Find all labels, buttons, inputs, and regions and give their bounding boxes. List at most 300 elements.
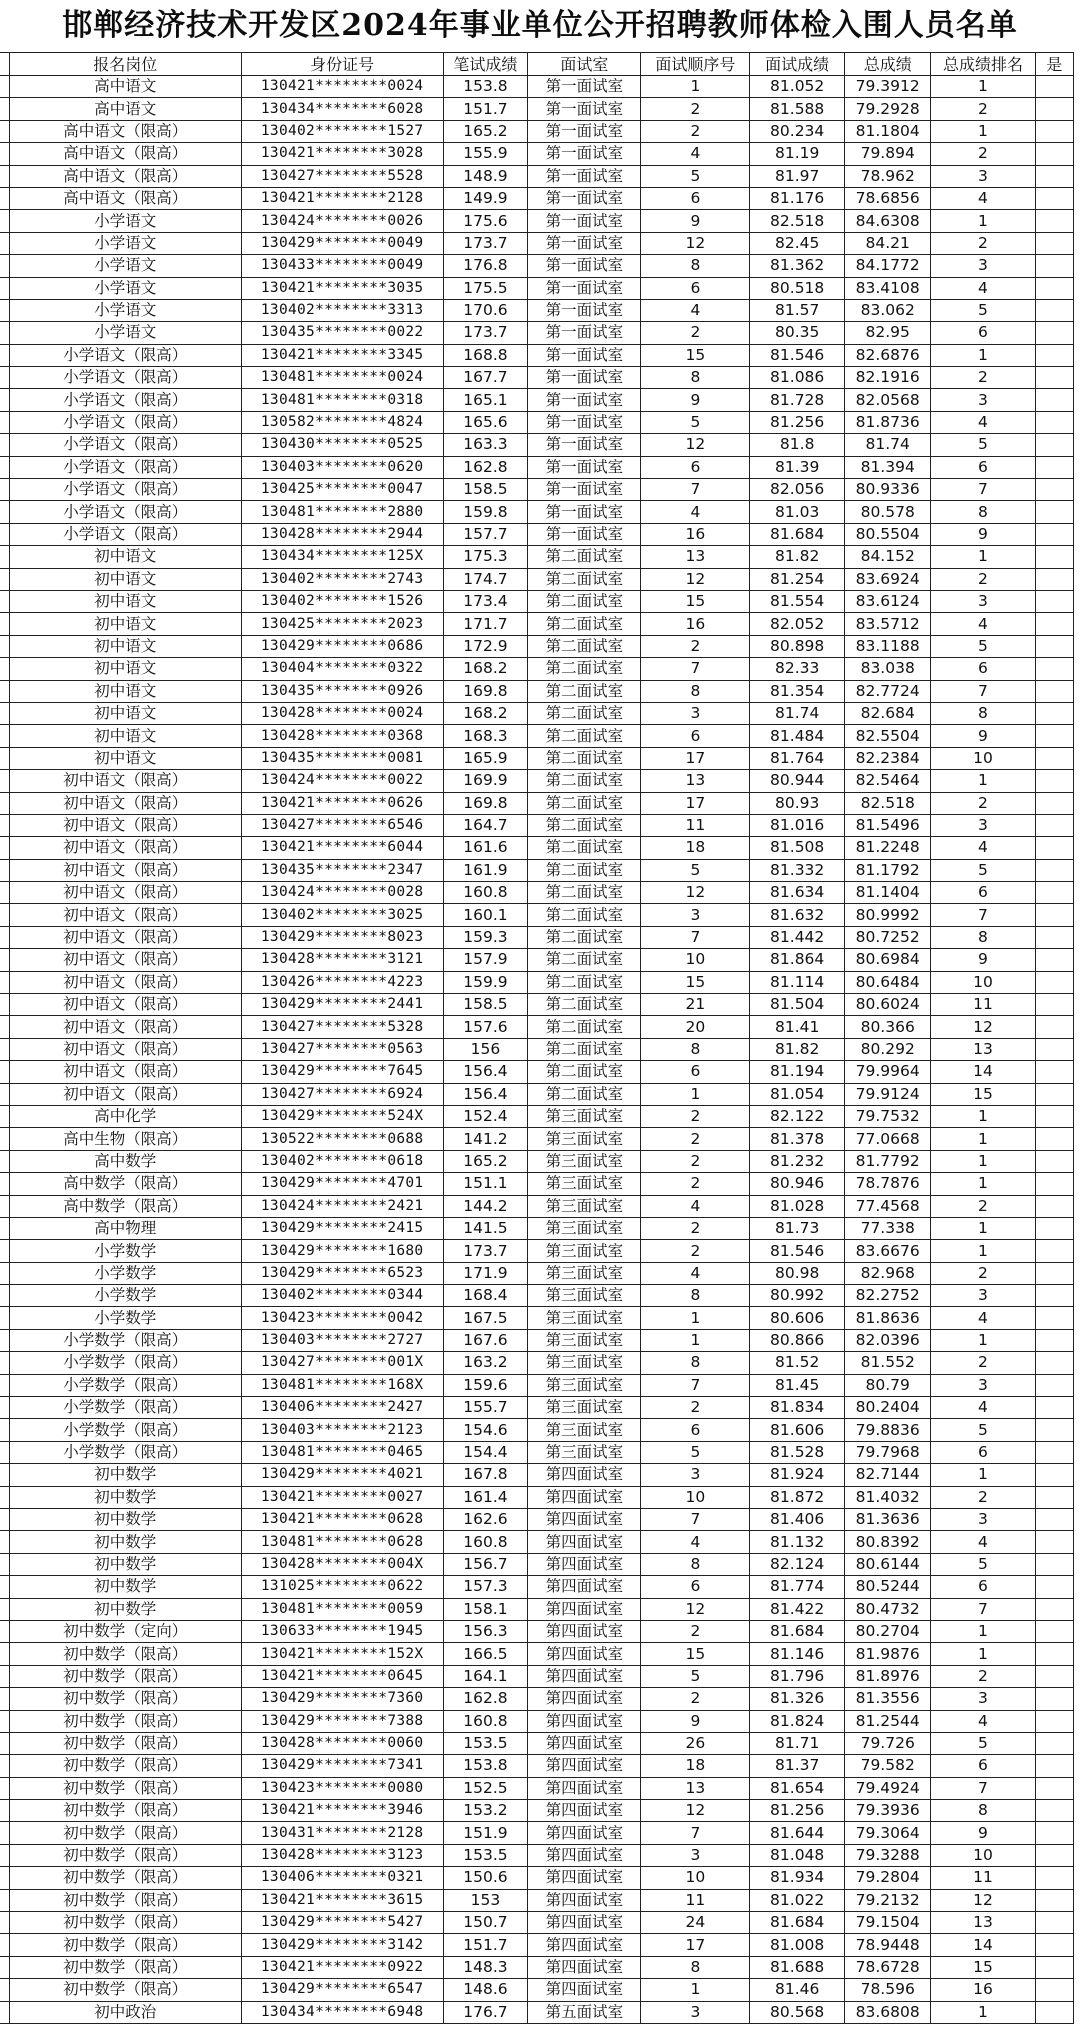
- cell-total-score: 83.1188: [845, 635, 931, 657]
- cell-interview-order: 26: [641, 1732, 750, 1754]
- cell-interview-score: 80.93: [750, 792, 845, 814]
- row-margin-cell: [0, 725, 9, 747]
- table-row: [0, 98, 1074, 120]
- cell-written-score: 153.5: [443, 1732, 527, 1754]
- cell-total-score: 79.7532: [845, 1105, 931, 1127]
- cell-interview-score: 80.518: [750, 277, 845, 299]
- row-margin-cell: [0, 299, 9, 321]
- cell-total-score: 82.95: [845, 322, 931, 344]
- table-row: [0, 1240, 1074, 1262]
- cell-id-number: 130421********6044: [241, 837, 443, 859]
- row-extra-cell: [1035, 1352, 1073, 1374]
- table-row: [0, 613, 1074, 635]
- cell-total-rank: 14: [931, 1934, 1035, 1956]
- cell-total-rank: 2: [931, 568, 1035, 590]
- cell-total-rank: 2: [931, 98, 1035, 120]
- cell-interview-room: 第二面试室: [528, 702, 641, 724]
- cell-total-score: 78.7876: [845, 1173, 931, 1195]
- cell-interview-room: 第二面试室: [528, 680, 641, 702]
- row-extra-cell: [1035, 1956, 1073, 1978]
- cell-written-score: 164.7: [443, 814, 527, 836]
- cell-interview-score: 81.554: [750, 590, 845, 612]
- cell-interview-order: 1: [641, 76, 750, 98]
- row-extra-cell: [1035, 546, 1073, 568]
- row-extra-cell: [1035, 1665, 1073, 1687]
- row-extra-cell: [1035, 210, 1073, 232]
- row-margin-cell: [0, 1038, 9, 1060]
- cell-total-rank: 9: [931, 949, 1035, 971]
- cell-interview-order: 7: [641, 658, 750, 680]
- cell-position: 初中语文: [9, 546, 241, 568]
- cell-total-rank: 12: [931, 1016, 1035, 1038]
- cell-position: 初中数学: [9, 1464, 241, 1486]
- cell-position: 高中物理: [9, 1217, 241, 1239]
- row-margin-cell: [0, 76, 9, 98]
- cell-position: 高中数学: [9, 1150, 241, 1172]
- cell-interview-room: 第二面试室: [528, 971, 641, 993]
- cell-total-score: 80.9336: [845, 479, 931, 501]
- table-row: [0, 747, 1074, 769]
- cell-total-score: 83.062: [845, 299, 931, 321]
- cell-total-score: 80.79: [845, 1374, 931, 1396]
- table-row: [0, 859, 1074, 881]
- cell-written-score: 157.9: [443, 949, 527, 971]
- cell-interview-order: 5: [641, 411, 750, 433]
- cell-total-score: 79.3936: [845, 1800, 931, 1822]
- table-row: [0, 1576, 1074, 1598]
- cell-interview-order: 8: [641, 1553, 750, 1575]
- row-margin-cell: [0, 255, 9, 277]
- row-margin-cell: [0, 747, 9, 769]
- cell-interview-room: 第四面试室: [528, 1486, 641, 1508]
- cell-interview-score: 81.232: [750, 1150, 845, 1172]
- row-margin-cell: [0, 1598, 9, 1620]
- table-row: [0, 1195, 1074, 1217]
- cell-interview-score: 80.234: [750, 120, 845, 142]
- table-row: [0, 814, 1074, 836]
- cell-interview-order: 12: [641, 1800, 750, 1822]
- cell-position: 初中数学（限高）: [9, 1867, 241, 1889]
- row-extra-cell: [1035, 725, 1073, 747]
- cell-interview-room: 第一面试室: [528, 344, 641, 366]
- cell-written-score: 159.3: [443, 926, 527, 948]
- cell-position: 初中数学（限高）: [9, 1934, 241, 1956]
- cell-total-score: 81.8736: [845, 411, 931, 433]
- cell-interview-room: 第三面试室: [528, 1307, 641, 1329]
- cell-total-rank: 10: [931, 747, 1035, 769]
- cell-interview-room: 第二面试室: [528, 949, 641, 971]
- cell-total-score: 82.518: [845, 792, 931, 814]
- table-row: [0, 255, 1074, 277]
- table-row: [0, 232, 1074, 254]
- row-extra-cell: [1035, 277, 1073, 299]
- table-row: [0, 1173, 1074, 1195]
- cell-total-score: 80.366: [845, 1016, 931, 1038]
- cell-total-rank: 1: [931, 1643, 1035, 1665]
- cell-position: 高中化学: [9, 1105, 241, 1127]
- cell-written-score: 155.9: [443, 143, 527, 165]
- row-margin-cell: [0, 1016, 9, 1038]
- cell-interview-score: 81.684: [750, 523, 845, 545]
- cell-interview-order: 12: [641, 1598, 750, 1620]
- cell-position: 初中语文（限高）: [9, 792, 241, 814]
- cell-id-number: 130421********2128: [241, 187, 443, 209]
- cell-interview-order: 15: [641, 590, 750, 612]
- cell-position: 小学数学: [9, 1285, 241, 1307]
- row-margin-cell: [0, 971, 9, 993]
- cell-id-number: 130429********6547: [241, 1979, 443, 2001]
- cell-total-rank: 7: [931, 680, 1035, 702]
- cell-position: 小学数学（限高）: [9, 1441, 241, 1463]
- cell-position: 初中数学（限高）: [9, 1889, 241, 1911]
- cell-interview-order: 7: [641, 1374, 750, 1396]
- table-row: [0, 1688, 1074, 1710]
- cell-id-number: 130425********0047: [241, 479, 443, 501]
- cell-total-score: 78.9448: [845, 1934, 931, 1956]
- cell-interview-room: 第一面试室: [528, 367, 641, 389]
- cell-interview-room: 第二面试室: [528, 882, 641, 904]
- row-extra-cell: [1035, 658, 1073, 680]
- cell-interview-score: 82.518: [750, 210, 845, 232]
- cell-interview-room: 第二面试室: [528, 546, 641, 568]
- cell-id-number: 130421********3035: [241, 277, 443, 299]
- cell-id-number: 130481********0024: [241, 367, 443, 389]
- cell-interview-room: 第二面试室: [528, 658, 641, 680]
- cell-interview-room: 第四面试室: [528, 1732, 641, 1754]
- cell-total-rank: 8: [931, 702, 1035, 724]
- cell-total-rank: 15: [931, 1956, 1035, 1978]
- cell-interview-order: 8: [641, 1038, 750, 1060]
- cell-interview-score: 81.71: [750, 1732, 845, 1754]
- cell-id-number: 130481********0628: [241, 1531, 443, 1553]
- row-margin-cell: [0, 120, 9, 142]
- cell-total-rank: 2: [931, 232, 1035, 254]
- table-body: [0, 76, 1074, 2024]
- row-extra-cell: [1035, 1576, 1073, 1598]
- cell-written-score: 165.2: [443, 120, 527, 142]
- table-row: [0, 1665, 1074, 1687]
- cell-interview-room: 第一面试室: [528, 523, 641, 545]
- candidate-table: [0, 52, 1074, 2024]
- cell-id-number: 130423********0042: [241, 1307, 443, 1329]
- cell-written-score: 168.2: [443, 658, 527, 680]
- cell-total-score: 81.74: [845, 434, 931, 456]
- cell-position: 小学数学（限高）: [9, 1419, 241, 1441]
- cell-written-score: 161.4: [443, 1486, 527, 1508]
- cell-total-score: 80.4732: [845, 1598, 931, 1620]
- cell-id-number: 130435********0022: [241, 322, 443, 344]
- cell-interview-score: 81.052: [750, 76, 845, 98]
- cell-interview-score: 81.332: [750, 859, 845, 881]
- cell-total-rank: 11: [931, 1867, 1035, 1889]
- cell-written-score: 157.6: [443, 1016, 527, 1038]
- cell-position: 小学语文（限高）: [9, 434, 241, 456]
- cell-interview-room: 第四面试室: [528, 1598, 641, 1620]
- cell-written-score: 157.7: [443, 523, 527, 545]
- cell-written-score: 151.9: [443, 1822, 527, 1844]
- cell-total-rank: 9: [931, 523, 1035, 545]
- cell-written-score: 169.8: [443, 680, 527, 702]
- cell-interview-order: 6: [641, 187, 750, 209]
- cell-total-score: 84.6308: [845, 210, 931, 232]
- cell-interview-order: 9: [641, 389, 750, 411]
- cell-id-number: 130425********2023: [241, 613, 443, 635]
- cell-id-number: 130435********2347: [241, 859, 443, 881]
- row-extra-cell: [1035, 120, 1073, 142]
- table-row: [0, 501, 1074, 523]
- cell-total-rank: 2: [931, 1352, 1035, 1374]
- row-extra-cell: [1035, 1285, 1073, 1307]
- cell-total-rank: 15: [931, 1083, 1035, 1105]
- row-margin-cell: [0, 210, 9, 232]
- cell-interview-order: 8: [641, 367, 750, 389]
- table-row: [0, 1934, 1074, 1956]
- cell-total-score: 82.0568: [845, 389, 931, 411]
- cell-position: 初中语文（限高）: [9, 814, 241, 836]
- cell-interview-score: 81.146: [750, 1643, 845, 1665]
- cell-interview-order: 2: [641, 1217, 750, 1239]
- row-margin-cell: [0, 277, 9, 299]
- cell-position: 初中数学: [9, 1576, 241, 1598]
- cell-total-rank: 6: [931, 882, 1035, 904]
- table-row: [0, 680, 1074, 702]
- row-extra-cell: [1035, 1464, 1073, 1486]
- cell-total-rank: 1: [931, 1329, 1035, 1351]
- cell-id-number: 130429********4021: [241, 1464, 443, 1486]
- cell-interview-score: 80.944: [750, 770, 845, 792]
- cell-interview-score: 81.606: [750, 1419, 845, 1441]
- cell-interview-score: 81.834: [750, 1397, 845, 1419]
- header-cell-id-number: 身份证号: [241, 53, 443, 76]
- cell-interview-order: 11: [641, 814, 750, 836]
- cell-total-score: 81.1804: [845, 120, 931, 142]
- cell-interview-room: 第四面试室: [528, 1643, 641, 1665]
- cell-interview-order: 3: [641, 1844, 750, 1866]
- table-row: [0, 1643, 1074, 1665]
- cell-interview-score: 81.406: [750, 1509, 845, 1531]
- row-margin-cell: [0, 658, 9, 680]
- table-row: [0, 1777, 1074, 1799]
- cell-interview-order: 2: [641, 635, 750, 657]
- row-extra-cell: [1035, 501, 1073, 523]
- cell-written-score: 165.6: [443, 411, 527, 433]
- cell-id-number: 130429********8023: [241, 926, 443, 948]
- row-extra-cell: [1035, 635, 1073, 657]
- cell-position: 高中语文（限高）: [9, 143, 241, 165]
- header-cell-interview-room: 面试室: [528, 53, 641, 76]
- cell-interview-score: 81.114: [750, 971, 845, 993]
- row-extra-cell: [1035, 1061, 1073, 1083]
- table-row: [0, 120, 1074, 142]
- cell-position: 初中数学（限高）: [9, 1777, 241, 1799]
- cell-interview-room: 第四面试室: [528, 1979, 641, 2001]
- cell-position: 高中生物（限高）: [9, 1128, 241, 1150]
- cell-interview-score: 81.796: [750, 1665, 845, 1687]
- cell-id-number: 130429********6523: [241, 1262, 443, 1284]
- cell-total-score: 81.2248: [845, 837, 931, 859]
- cell-total-score: 82.684: [845, 702, 931, 724]
- cell-id-number: 130421********0628: [241, 1509, 443, 1531]
- cell-interview-order: 17: [641, 792, 750, 814]
- cell-position: 初中数学: [9, 1531, 241, 1553]
- row-margin-cell: [0, 1732, 9, 1754]
- cell-interview-room: 第四面试室: [528, 1531, 641, 1553]
- cell-interview-score: 81.256: [750, 411, 845, 433]
- table-row: [0, 367, 1074, 389]
- cell-total-rank: 1: [931, 210, 1035, 232]
- row-margin-cell: [0, 1464, 9, 1486]
- row-margin-cell: [0, 770, 9, 792]
- cell-total-rank: 1: [931, 1128, 1035, 1150]
- cell-interview-room: 第一面试室: [528, 143, 641, 165]
- cell-written-score: 175.3: [443, 546, 527, 568]
- cell-interview-score: 81.048: [750, 1844, 845, 1866]
- cell-position: 初中数学（限高）: [9, 1732, 241, 1754]
- cell-interview-score: 81.19: [750, 143, 845, 165]
- cell-interview-score: 81.362: [750, 255, 845, 277]
- cell-id-number: 130421********3345: [241, 344, 443, 366]
- row-extra-cell: [1035, 1979, 1073, 2001]
- cell-interview-score: 81.176: [750, 187, 845, 209]
- cell-id-number: 130434********125X: [241, 546, 443, 568]
- table-row: [0, 658, 1074, 680]
- cell-interview-score: 81.354: [750, 680, 845, 702]
- cell-id-number: 130435********0081: [241, 747, 443, 769]
- row-extra-cell: [1035, 1867, 1073, 1889]
- cell-interview-order: 18: [641, 1755, 750, 1777]
- cell-total-rank: 2: [931, 143, 1035, 165]
- cell-total-score: 78.962: [845, 165, 931, 187]
- cell-total-score: 79.726: [845, 1732, 931, 1754]
- cell-total-score: 82.5504: [845, 725, 931, 747]
- cell-written-score: 165.2: [443, 1150, 527, 1172]
- cell-position: 初中语文（限高）: [9, 859, 241, 881]
- cell-total-rank: 12: [931, 1889, 1035, 1911]
- table-row: [0, 1979, 1074, 2001]
- cell-id-number: 130429********3142: [241, 1934, 443, 1956]
- cell-interview-order: 8: [641, 680, 750, 702]
- cell-id-number: 130428********0060: [241, 1732, 443, 1754]
- cell-position: 小学数学（限高）: [9, 1329, 241, 1351]
- row-extra-cell: [1035, 1016, 1073, 1038]
- cell-written-score: 160.1: [443, 904, 527, 926]
- row-extra-cell: [1035, 1598, 1073, 1620]
- cell-position: 初中语文（限高）: [9, 1038, 241, 1060]
- cell-position: 初中语文（限高）: [9, 904, 241, 926]
- cell-interview-score: 81.588: [750, 98, 845, 120]
- cell-interview-score: 81.644: [750, 1822, 845, 1844]
- cell-total-score: 81.3556: [845, 1688, 931, 1710]
- cell-interview-room: 第一面试室: [528, 210, 641, 232]
- cell-interview-room: 第二面试室: [528, 1038, 641, 1060]
- cell-position: 初中语文: [9, 568, 241, 590]
- cell-id-number: 130582********4824: [241, 411, 443, 433]
- cell-position: 小学语文: [9, 210, 241, 232]
- cell-id-number: 130429********2415: [241, 1217, 443, 1239]
- row-margin-cell: [0, 2001, 9, 2023]
- cell-written-score: 160.8: [443, 1531, 527, 1553]
- cell-position: 初中数学（限高）: [9, 1912, 241, 1934]
- row-extra-cell: [1035, 322, 1073, 344]
- cell-interview-order: 5: [641, 1441, 750, 1463]
- cell-written-score: 153.2: [443, 1800, 527, 1822]
- table-row: [0, 434, 1074, 456]
- row-margin-cell: [0, 1061, 9, 1083]
- row-margin-cell: [0, 322, 9, 344]
- cell-interview-score: 81.546: [750, 1240, 845, 1262]
- cell-interview-order: 10: [641, 949, 750, 971]
- cell-total-score: 80.2704: [845, 1620, 931, 1642]
- cell-interview-room: 第三面试室: [528, 1285, 641, 1307]
- cell-interview-room: 第一面试室: [528, 255, 641, 277]
- cell-total-score: 79.582: [845, 1755, 931, 1777]
- table-row: [0, 210, 1074, 232]
- cell-position: 小学语文（限高）: [9, 344, 241, 366]
- cell-id-number: 130435********0926: [241, 680, 443, 702]
- cell-total-score: 79.8836: [845, 1419, 931, 1441]
- cell-interview-order: 15: [641, 971, 750, 993]
- row-extra-cell: [1035, 187, 1073, 209]
- cell-id-number: 130426********4223: [241, 971, 443, 993]
- cell-interview-order: 8: [641, 1352, 750, 1374]
- table-row: [0, 76, 1074, 98]
- cell-written-score: 151.1: [443, 1173, 527, 1195]
- cell-total-score: 83.6924: [845, 568, 931, 590]
- cell-total-rank: 7: [931, 1598, 1035, 1620]
- table-row: [0, 1061, 1074, 1083]
- cell-interview-score: 81.546: [750, 344, 845, 366]
- cell-id-number: 130402********0344: [241, 1285, 443, 1307]
- cell-interview-room: 第一面试室: [528, 434, 641, 456]
- cell-position: 小学语文: [9, 232, 241, 254]
- cell-id-number: 130427********6546: [241, 814, 443, 836]
- cell-total-rank: 5: [931, 859, 1035, 881]
- cell-position: 初中数学（限高）: [9, 1710, 241, 1732]
- cell-position: 小学语文: [9, 255, 241, 277]
- cell-interview-order: 9: [641, 1710, 750, 1732]
- cell-interview-score: 81.46: [750, 1979, 845, 2001]
- cell-id-number: 131025********0622: [241, 1576, 443, 1598]
- cell-position: 小学语文（限高）: [9, 479, 241, 501]
- cell-id-number: 130406********2427: [241, 1397, 443, 1419]
- cell-interview-order: 12: [641, 568, 750, 590]
- row-margin-cell: [0, 1150, 9, 1172]
- cell-id-number: 130427********5528: [241, 165, 443, 187]
- row-margin-cell: [0, 411, 9, 433]
- cell-written-score: 167.8: [443, 1464, 527, 1486]
- row-extra-cell: [1035, 792, 1073, 814]
- cell-interview-order: 15: [641, 344, 750, 366]
- cell-total-rank: 3: [931, 1374, 1035, 1396]
- cell-interview-order: 7: [641, 926, 750, 948]
- cell-total-rank: 6: [931, 658, 1035, 680]
- row-extra-cell: [1035, 2001, 1073, 2023]
- cell-interview-order: 13: [641, 546, 750, 568]
- row-extra-cell: [1035, 411, 1073, 433]
- cell-position: 初中数学（限高）: [9, 1800, 241, 1822]
- row-extra-cell: [1035, 994, 1073, 1016]
- row-extra-cell: [1035, 1800, 1073, 1822]
- cell-total-score: 82.0396: [845, 1329, 931, 1351]
- cell-total-score: 82.1916: [845, 367, 931, 389]
- cell-interview-order: 4: [641, 299, 750, 321]
- row-margin-cell: [0, 926, 9, 948]
- cell-written-score: 148.3: [443, 1956, 527, 1978]
- row-margin-cell: [0, 1128, 9, 1150]
- cell-interview-score: 80.568: [750, 2001, 845, 2023]
- row-extra-cell: [1035, 814, 1073, 836]
- table-row: [0, 702, 1074, 724]
